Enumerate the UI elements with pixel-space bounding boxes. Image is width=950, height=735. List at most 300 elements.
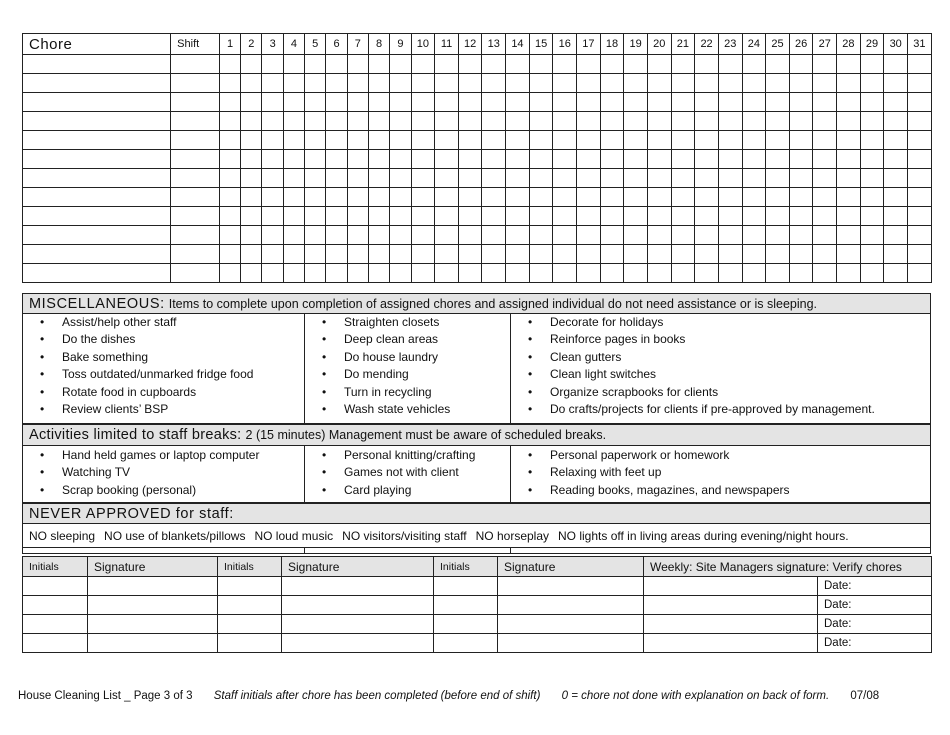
day-cell[interactable]: [368, 207, 389, 226]
day-cell[interactable]: [435, 245, 459, 264]
signature-cell[interactable]: [282, 634, 434, 653]
day-cell[interactable]: [577, 93, 601, 112]
day-cell[interactable]: [411, 207, 435, 226]
day-cell[interactable]: [695, 150, 719, 169]
day-cell[interactable]: [326, 150, 347, 169]
day-cell[interactable]: [458, 131, 482, 150]
day-cell[interactable]: [529, 226, 553, 245]
day-cell[interactable]: [766, 226, 790, 245]
day-cell[interactable]: [411, 264, 435, 283]
day-cell[interactable]: [506, 74, 530, 93]
day-cell[interactable]: [283, 93, 304, 112]
day-cell[interactable]: [506, 131, 530, 150]
day-cell[interactable]: [390, 169, 411, 188]
day-cell[interactable]: [411, 131, 435, 150]
day-cell[interactable]: [390, 55, 411, 74]
day-cell[interactable]: [219, 169, 240, 188]
day-cell[interactable]: [458, 74, 482, 93]
shift-cell[interactable]: [171, 150, 220, 169]
day-cell[interactable]: [458, 207, 482, 226]
day-cell[interactable]: [695, 169, 719, 188]
day-cell[interactable]: [789, 169, 813, 188]
day-cell[interactable]: [742, 150, 766, 169]
day-cell[interactable]: [860, 169, 884, 188]
day-cell[interactable]: [347, 169, 368, 188]
day-cell[interactable]: [647, 131, 671, 150]
day-cell[interactable]: [647, 150, 671, 169]
date-cell[interactable]: [818, 634, 932, 653]
day-cell[interactable]: [553, 169, 577, 188]
day-cell[interactable]: [482, 150, 506, 169]
day-cell[interactable]: [506, 55, 530, 74]
day-cell[interactable]: [647, 226, 671, 245]
day-cell[interactable]: [742, 264, 766, 283]
chore-cell[interactable]: [23, 264, 171, 283]
day-cell[interactable]: [600, 226, 624, 245]
day-cell[interactable]: [742, 93, 766, 112]
day-cell[interactable]: [262, 74, 283, 93]
day-cell[interactable]: [813, 150, 837, 169]
day-cell[interactable]: [884, 131, 908, 150]
day-cell[interactable]: [411, 226, 435, 245]
day-cell[interactable]: [262, 93, 283, 112]
day-cell[interactable]: [860, 150, 884, 169]
day-cell[interactable]: [482, 131, 506, 150]
day-cell[interactable]: [283, 74, 304, 93]
day-cell[interactable]: [262, 188, 283, 207]
day-cell[interactable]: [219, 93, 240, 112]
initials-cell[interactable]: [23, 615, 88, 634]
day-cell[interactable]: [553, 93, 577, 112]
day-cell[interactable]: [458, 226, 482, 245]
day-cell[interactable]: [506, 188, 530, 207]
day-cell[interactable]: [219, 226, 240, 245]
day-cell[interactable]: [347, 112, 368, 131]
day-cell[interactable]: [860, 188, 884, 207]
day-cell[interactable]: [718, 245, 742, 264]
day-cell[interactable]: [884, 188, 908, 207]
day-cell[interactable]: [262, 245, 283, 264]
signature-cell[interactable]: [282, 596, 434, 615]
day-cell[interactable]: [368, 55, 389, 74]
day-cell[interactable]: [671, 150, 695, 169]
shift-cell[interactable]: [171, 74, 220, 93]
signature-cell[interactable]: [282, 577, 434, 596]
day-cell[interactable]: [860, 207, 884, 226]
day-cell[interactable]: [908, 93, 932, 112]
day-cell[interactable]: [908, 226, 932, 245]
day-cell[interactable]: [884, 264, 908, 283]
day-cell[interactable]: [458, 169, 482, 188]
day-cell[interactable]: [241, 207, 262, 226]
signature-cell[interactable]: [88, 634, 218, 653]
day-cell[interactable]: [695, 93, 719, 112]
day-cell[interactable]: [789, 207, 813, 226]
day-cell[interactable]: [766, 245, 790, 264]
day-cell[interactable]: [241, 245, 262, 264]
initials-cell[interactable]: [218, 577, 282, 596]
day-cell[interactable]: [553, 150, 577, 169]
day-cell[interactable]: [624, 150, 648, 169]
day-cell[interactable]: [326, 112, 347, 131]
day-cell[interactable]: [219, 131, 240, 150]
day-cell[interactable]: [506, 207, 530, 226]
day-cell[interactable]: [860, 55, 884, 74]
day-cell[interactable]: [742, 55, 766, 74]
day-cell[interactable]: [908, 131, 932, 150]
day-cell[interactable]: [368, 264, 389, 283]
day-cell[interactable]: [624, 169, 648, 188]
day-cell[interactable]: [908, 188, 932, 207]
day-cell[interactable]: [553, 131, 577, 150]
day-cell[interactable]: [368, 131, 389, 150]
day-cell[interactable]: [813, 112, 837, 131]
day-cell[interactable]: [766, 264, 790, 283]
day-cell[interactable]: [241, 264, 262, 283]
day-cell[interactable]: [529, 264, 553, 283]
day-cell[interactable]: [695, 207, 719, 226]
day-cell[interactable]: [482, 55, 506, 74]
day-cell[interactable]: [718, 55, 742, 74]
day-cell[interactable]: [482, 74, 506, 93]
day-cell[interactable]: [884, 150, 908, 169]
day-cell[interactable]: [624, 93, 648, 112]
day-cell[interactable]: [553, 74, 577, 93]
day-cell[interactable]: [884, 245, 908, 264]
day-cell[interactable]: [305, 245, 326, 264]
day-cell[interactable]: [624, 207, 648, 226]
shift-cell[interactable]: [171, 264, 220, 283]
day-cell[interactable]: [718, 93, 742, 112]
day-cell[interactable]: [347, 264, 368, 283]
day-cell[interactable]: [884, 169, 908, 188]
day-cell[interactable]: [283, 245, 304, 264]
day-cell[interactable]: [671, 245, 695, 264]
day-cell[interactable]: [368, 169, 389, 188]
day-cell[interactable]: [789, 55, 813, 74]
day-cell[interactable]: [837, 131, 861, 150]
day-cell[interactable]: [884, 112, 908, 131]
day-cell[interactable]: [219, 55, 240, 74]
day-cell[interactable]: [435, 169, 459, 188]
day-cell[interactable]: [860, 245, 884, 264]
day-cell[interactable]: [241, 112, 262, 131]
day-cell[interactable]: [411, 55, 435, 74]
day-cell[interactable]: [813, 55, 837, 74]
day-cell[interactable]: [368, 112, 389, 131]
day-cell[interactable]: [506, 169, 530, 188]
day-cell[interactable]: [837, 226, 861, 245]
day-cell[interactable]: [347, 188, 368, 207]
day-cell[interactable]: [671, 112, 695, 131]
day-cell[interactable]: [368, 93, 389, 112]
day-cell[interactable]: [506, 150, 530, 169]
day-cell[interactable]: [695, 112, 719, 131]
day-cell[interactable]: [742, 74, 766, 93]
initials-cell[interactable]: [434, 577, 498, 596]
day-cell[interactable]: [390, 150, 411, 169]
day-cell[interactable]: [411, 93, 435, 112]
day-cell[interactable]: [624, 131, 648, 150]
shift-cell[interactable]: [171, 112, 220, 131]
day-cell[interactable]: [506, 245, 530, 264]
signature-cell[interactable]: [498, 615, 644, 634]
day-cell[interactable]: [435, 74, 459, 93]
day-cell[interactable]: [624, 188, 648, 207]
shift-cell[interactable]: [171, 245, 220, 264]
initials-cell[interactable]: [23, 596, 88, 615]
date-cell[interactable]: [818, 577, 932, 596]
day-cell[interactable]: [326, 169, 347, 188]
day-cell[interactable]: [837, 169, 861, 188]
day-cell[interactable]: [813, 226, 837, 245]
day-cell[interactable]: [789, 188, 813, 207]
day-cell[interactable]: [789, 131, 813, 150]
day-cell[interactable]: [600, 131, 624, 150]
day-cell[interactable]: [695, 264, 719, 283]
day-cell[interactable]: [347, 226, 368, 245]
day-cell[interactable]: [577, 150, 601, 169]
day-cell[interactable]: [647, 74, 671, 93]
day-cell[interactable]: [305, 55, 326, 74]
day-cell[interactable]: [695, 226, 719, 245]
day-cell[interactable]: [262, 55, 283, 74]
day-cell[interactable]: [742, 245, 766, 264]
day-cell[interactable]: [600, 207, 624, 226]
day-cell[interactable]: [789, 226, 813, 245]
day-cell[interactable]: [305, 150, 326, 169]
day-cell[interactable]: [860, 226, 884, 245]
day-cell[interactable]: [766, 112, 790, 131]
day-cell[interactable]: [390, 264, 411, 283]
day-cell[interactable]: [241, 169, 262, 188]
day-cell[interactable]: [908, 169, 932, 188]
day-cell[interactable]: [813, 245, 837, 264]
day-cell[interactable]: [789, 245, 813, 264]
day-cell[interactable]: [326, 55, 347, 74]
day-cell[interactable]: [411, 74, 435, 93]
day-cell[interactable]: [766, 55, 790, 74]
day-cell[interactable]: [671, 207, 695, 226]
day-cell[interactable]: [789, 74, 813, 93]
initials-cell[interactable]: [23, 577, 88, 596]
day-cell[interactable]: [411, 150, 435, 169]
day-cell[interactable]: [458, 112, 482, 131]
day-cell[interactable]: [529, 55, 553, 74]
day-cell[interactable]: [766, 93, 790, 112]
day-cell[interactable]: [647, 264, 671, 283]
day-cell[interactable]: [813, 169, 837, 188]
day-cell[interactable]: [908, 207, 932, 226]
shift-cell[interactable]: [171, 93, 220, 112]
day-cell[interactable]: [326, 207, 347, 226]
day-cell[interactable]: [671, 93, 695, 112]
day-cell[interactable]: [241, 131, 262, 150]
day-cell[interactable]: [529, 93, 553, 112]
day-cell[interactable]: [577, 131, 601, 150]
day-cell[interactable]: [262, 264, 283, 283]
day-cell[interactable]: [506, 226, 530, 245]
day-cell[interactable]: [600, 112, 624, 131]
chore-cell[interactable]: [23, 245, 171, 264]
day-cell[interactable]: [241, 55, 262, 74]
day-cell[interactable]: [529, 131, 553, 150]
day-cell[interactable]: [458, 55, 482, 74]
day-cell[interactable]: [624, 264, 648, 283]
chore-cell[interactable]: [23, 55, 171, 74]
day-cell[interactable]: [347, 150, 368, 169]
day-cell[interactable]: [789, 93, 813, 112]
day-cell[interactable]: [671, 55, 695, 74]
day-cell[interactable]: [742, 226, 766, 245]
day-cell[interactable]: [600, 169, 624, 188]
day-cell[interactable]: [482, 112, 506, 131]
day-cell[interactable]: [860, 112, 884, 131]
signature-cell[interactable]: [282, 615, 434, 634]
day-cell[interactable]: [600, 74, 624, 93]
manager-signature-cell[interactable]: [644, 596, 818, 615]
day-cell[interactable]: [326, 93, 347, 112]
day-cell[interactable]: [577, 188, 601, 207]
day-cell[interactable]: [884, 207, 908, 226]
day-cell[interactable]: [718, 207, 742, 226]
day-cell[interactable]: [435, 93, 459, 112]
day-cell[interactable]: [283, 169, 304, 188]
day-cell[interactable]: [482, 188, 506, 207]
day-cell[interactable]: [742, 112, 766, 131]
day-cell[interactable]: [305, 169, 326, 188]
shift-cell[interactable]: [171, 207, 220, 226]
day-cell[interactable]: [241, 188, 262, 207]
day-cell[interactable]: [553, 188, 577, 207]
shift-cell[interactable]: [171, 131, 220, 150]
day-cell[interactable]: [435, 55, 459, 74]
day-cell[interactable]: [529, 74, 553, 93]
day-cell[interactable]: [283, 226, 304, 245]
day-cell[interactable]: [241, 74, 262, 93]
day-cell[interactable]: [884, 74, 908, 93]
day-cell[interactable]: [718, 169, 742, 188]
day-cell[interactable]: [262, 207, 283, 226]
day-cell[interactable]: [326, 74, 347, 93]
day-cell[interactable]: [219, 207, 240, 226]
day-cell[interactable]: [624, 245, 648, 264]
day-cell[interactable]: [553, 226, 577, 245]
day-cell[interactable]: [241, 150, 262, 169]
day-cell[interactable]: [553, 245, 577, 264]
date-cell[interactable]: [818, 596, 932, 615]
day-cell[interactable]: [435, 226, 459, 245]
day-cell[interactable]: [390, 207, 411, 226]
chore-cell[interactable]: [23, 207, 171, 226]
signature-cell[interactable]: [88, 615, 218, 634]
day-cell[interactable]: [390, 74, 411, 93]
day-cell[interactable]: [482, 169, 506, 188]
day-cell[interactable]: [766, 74, 790, 93]
day-cell[interactable]: [577, 207, 601, 226]
day-cell[interactable]: [458, 188, 482, 207]
date-cell[interactable]: [818, 615, 932, 634]
day-cell[interactable]: [837, 74, 861, 93]
shift-cell[interactable]: [171, 169, 220, 188]
chore-cell[interactable]: [23, 226, 171, 245]
day-cell[interactable]: [368, 188, 389, 207]
day-cell[interactable]: [671, 169, 695, 188]
day-cell[interactable]: [908, 55, 932, 74]
day-cell[interactable]: [908, 74, 932, 93]
day-cell[interactable]: [435, 150, 459, 169]
day-cell[interactable]: [262, 131, 283, 150]
day-cell[interactable]: [553, 207, 577, 226]
day-cell[interactable]: [553, 55, 577, 74]
day-cell[interactable]: [884, 226, 908, 245]
day-cell[interactable]: [837, 112, 861, 131]
day-cell[interactable]: [647, 55, 671, 74]
day-cell[interactable]: [529, 245, 553, 264]
day-cell[interactable]: [283, 55, 304, 74]
day-cell[interactable]: [671, 188, 695, 207]
day-cell[interactable]: [326, 188, 347, 207]
initials-cell[interactable]: [434, 634, 498, 653]
day-cell[interactable]: [305, 207, 326, 226]
day-cell[interactable]: [305, 226, 326, 245]
day-cell[interactable]: [742, 207, 766, 226]
day-cell[interactable]: [600, 150, 624, 169]
day-cell[interactable]: [908, 150, 932, 169]
day-cell[interactable]: [837, 55, 861, 74]
day-cell[interactable]: [695, 55, 719, 74]
day-cell[interactable]: [262, 150, 283, 169]
day-cell[interactable]: [837, 150, 861, 169]
day-cell[interactable]: [766, 150, 790, 169]
shift-cell[interactable]: [171, 55, 220, 74]
initials-cell[interactable]: [434, 596, 498, 615]
day-cell[interactable]: [718, 74, 742, 93]
day-cell[interactable]: [305, 264, 326, 283]
day-cell[interactable]: [671, 226, 695, 245]
day-cell[interactable]: [326, 264, 347, 283]
day-cell[interactable]: [718, 150, 742, 169]
day-cell[interactable]: [671, 264, 695, 283]
day-cell[interactable]: [718, 188, 742, 207]
day-cell[interactable]: [624, 112, 648, 131]
day-cell[interactable]: [506, 112, 530, 131]
day-cell[interactable]: [813, 74, 837, 93]
day-cell[interactable]: [577, 264, 601, 283]
day-cell[interactable]: [305, 112, 326, 131]
day-cell[interactable]: [326, 226, 347, 245]
day-cell[interactable]: [577, 112, 601, 131]
day-cell[interactable]: [742, 188, 766, 207]
day-cell[interactable]: [860, 74, 884, 93]
day-cell[interactable]: [553, 264, 577, 283]
day-cell[interactable]: [411, 245, 435, 264]
day-cell[interactable]: [553, 112, 577, 131]
day-cell[interactable]: [219, 74, 240, 93]
day-cell[interactable]: [435, 188, 459, 207]
day-cell[interactable]: [647, 93, 671, 112]
day-cell[interactable]: [624, 226, 648, 245]
day-cell[interactable]: [742, 131, 766, 150]
day-cell[interactable]: [390, 131, 411, 150]
day-cell[interactable]: [860, 93, 884, 112]
day-cell[interactable]: [766, 169, 790, 188]
day-cell[interactable]: [411, 169, 435, 188]
day-cell[interactable]: [241, 226, 262, 245]
day-cell[interactable]: [718, 112, 742, 131]
day-cell[interactable]: [813, 131, 837, 150]
manager-signature-cell[interactable]: [644, 615, 818, 634]
